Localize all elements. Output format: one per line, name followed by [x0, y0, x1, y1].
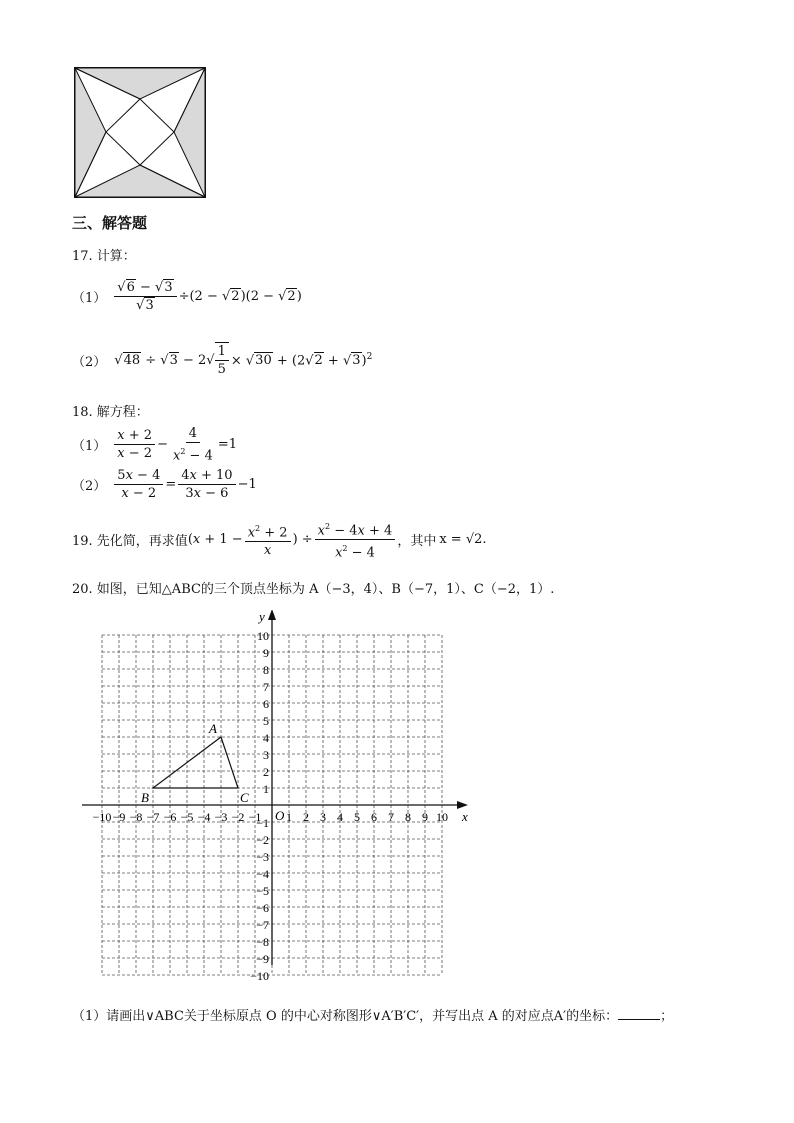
- triangle-abc: [153, 737, 238, 788]
- x-axis-arrow: [457, 801, 468, 809]
- x-tick-label: 4: [337, 810, 343, 824]
- x-tick-label: 6: [371, 810, 377, 824]
- x-tick-label: 10: [436, 810, 448, 824]
- y-tick-label: −3: [256, 850, 269, 864]
- q18-part1: （1） $\frac{x + 2}{x - 2}$ − $\frac{4}{x^2 - 4}$ =1: [72, 426, 238, 464]
- x-tick-label: −1: [248, 810, 262, 824]
- x-tick-label: 2: [303, 810, 309, 824]
- coordinate-grid: [80, 610, 480, 990]
- x-tick-label: 9: [422, 810, 428, 824]
- q18-title: 18. 解方程：: [72, 405, 149, 420]
- vertex-label-c: C: [240, 790, 249, 805]
- x-tick-label: 1: [286, 810, 292, 824]
- x-tick-label: 5: [354, 810, 360, 824]
- x-tick-label: −7: [146, 810, 160, 824]
- x-tick-label: −6: [163, 810, 177, 824]
- y-tick-label: 6: [263, 697, 269, 711]
- y-tick-label: −2: [256, 833, 269, 847]
- q20-sub1-text: （1）请画出∨ABC关于坐标原点 O 的中心对称图形∨A′B′C′，并写出点 A 的对应点A′的坐标：: [72, 1009, 619, 1024]
- q18-part2: （2） $\frac{5x - 4}{x - 2}$ = $\frac{4x + 10}{3x - 6}$ −1: [72, 468, 257, 501]
- q20-sub1-end: ；: [660, 1009, 674, 1024]
- q20-sub1: [72, 1005, 673, 1024]
- y-tick-label: −10: [250, 969, 269, 983]
- x-tick-label: −2: [231, 810, 245, 824]
- y-tick-label: 8: [263, 663, 269, 677]
- q17-part2: （2） √48 ÷ √3 − 2√ $\frac{1}{5}$ × $√30 + (2√2 + √3)^2$: [72, 344, 373, 377]
- q17-part1: （1） $\frac{√6 - √3}{√3}$ ÷(2 − √2)(2 − √2): [72, 280, 302, 313]
- origin-label: O: [275, 808, 285, 823]
- y-tick-label: −5: [256, 884, 269, 898]
- x-tick-label: −3: [214, 810, 228, 824]
- y-tick-label: −9: [256, 952, 269, 966]
- q20-title: 20. 如图，已知△ABC的三个顶点坐标为 A（−3，4）、B（−7，1）、C（−2，1）.: [72, 582, 555, 597]
- square-figure: [73, 66, 207, 199]
- y-tick-label: −6: [256, 901, 269, 915]
- x-tick-label: −9: [112, 810, 126, 824]
- vertex-label-a: A: [209, 721, 217, 736]
- q17-p1-label: （1）: [72, 291, 107, 306]
- x-tick-label: −4: [197, 810, 211, 824]
- y-tick-label: −1: [256, 816, 269, 830]
- y-tick-label: 9: [263, 646, 269, 660]
- x-axis-label: x: [462, 809, 468, 824]
- q18-p2-label: （2）: [72, 479, 107, 494]
- q18-p1-label: （1）: [72, 439, 107, 455]
- y-tick-label: 2: [263, 765, 269, 779]
- x-tick-label: −5: [180, 810, 194, 824]
- q17-title: 17. 计算：: [72, 249, 136, 264]
- y-tick-label: 1: [263, 782, 269, 796]
- q19-title: 19. 先化简，再求值: [72, 534, 188, 550]
- x-tick-label: −8: [129, 810, 143, 824]
- y-tick-label: −7: [256, 918, 269, 932]
- y-axis-arrow: [268, 610, 276, 620]
- x-tick-label: −10: [92, 810, 112, 824]
- y-axis-label: y: [259, 610, 265, 624]
- y-tick-label: −8: [256, 935, 269, 949]
- x-tick-label: 3: [320, 810, 326, 824]
- y-tick-label: 4: [263, 731, 269, 745]
- y-tick-label: 7: [263, 680, 269, 694]
- q19: 19. 先化简，再求值 (x + 1 − $\frac{x^2 + 2}{x}$ ) ÷ $\frac{x^2 - 4x + 4}{x^2 - 4}$ ，其中 x = √2 .: [72, 518, 487, 562]
- q17-p2-label: （2）: [72, 354, 107, 370]
- y-tick-label: 3: [263, 748, 269, 762]
- q19-where: ，其中: [397, 534, 437, 550]
- answer-blank[interactable]: [618, 1019, 660, 1020]
- x-tick-label: 7: [388, 810, 394, 824]
- y-tick-label: 10: [257, 629, 269, 643]
- vertex-label-b: B: [141, 790, 149, 805]
- y-tick-label: −4: [256, 867, 269, 881]
- y-tick-label: 5: [263, 714, 269, 728]
- section-title: 三、解答题: [72, 214, 148, 232]
- x-tick-label: 8: [405, 810, 411, 824]
- q19-condition: x = √2: [439, 532, 483, 548]
